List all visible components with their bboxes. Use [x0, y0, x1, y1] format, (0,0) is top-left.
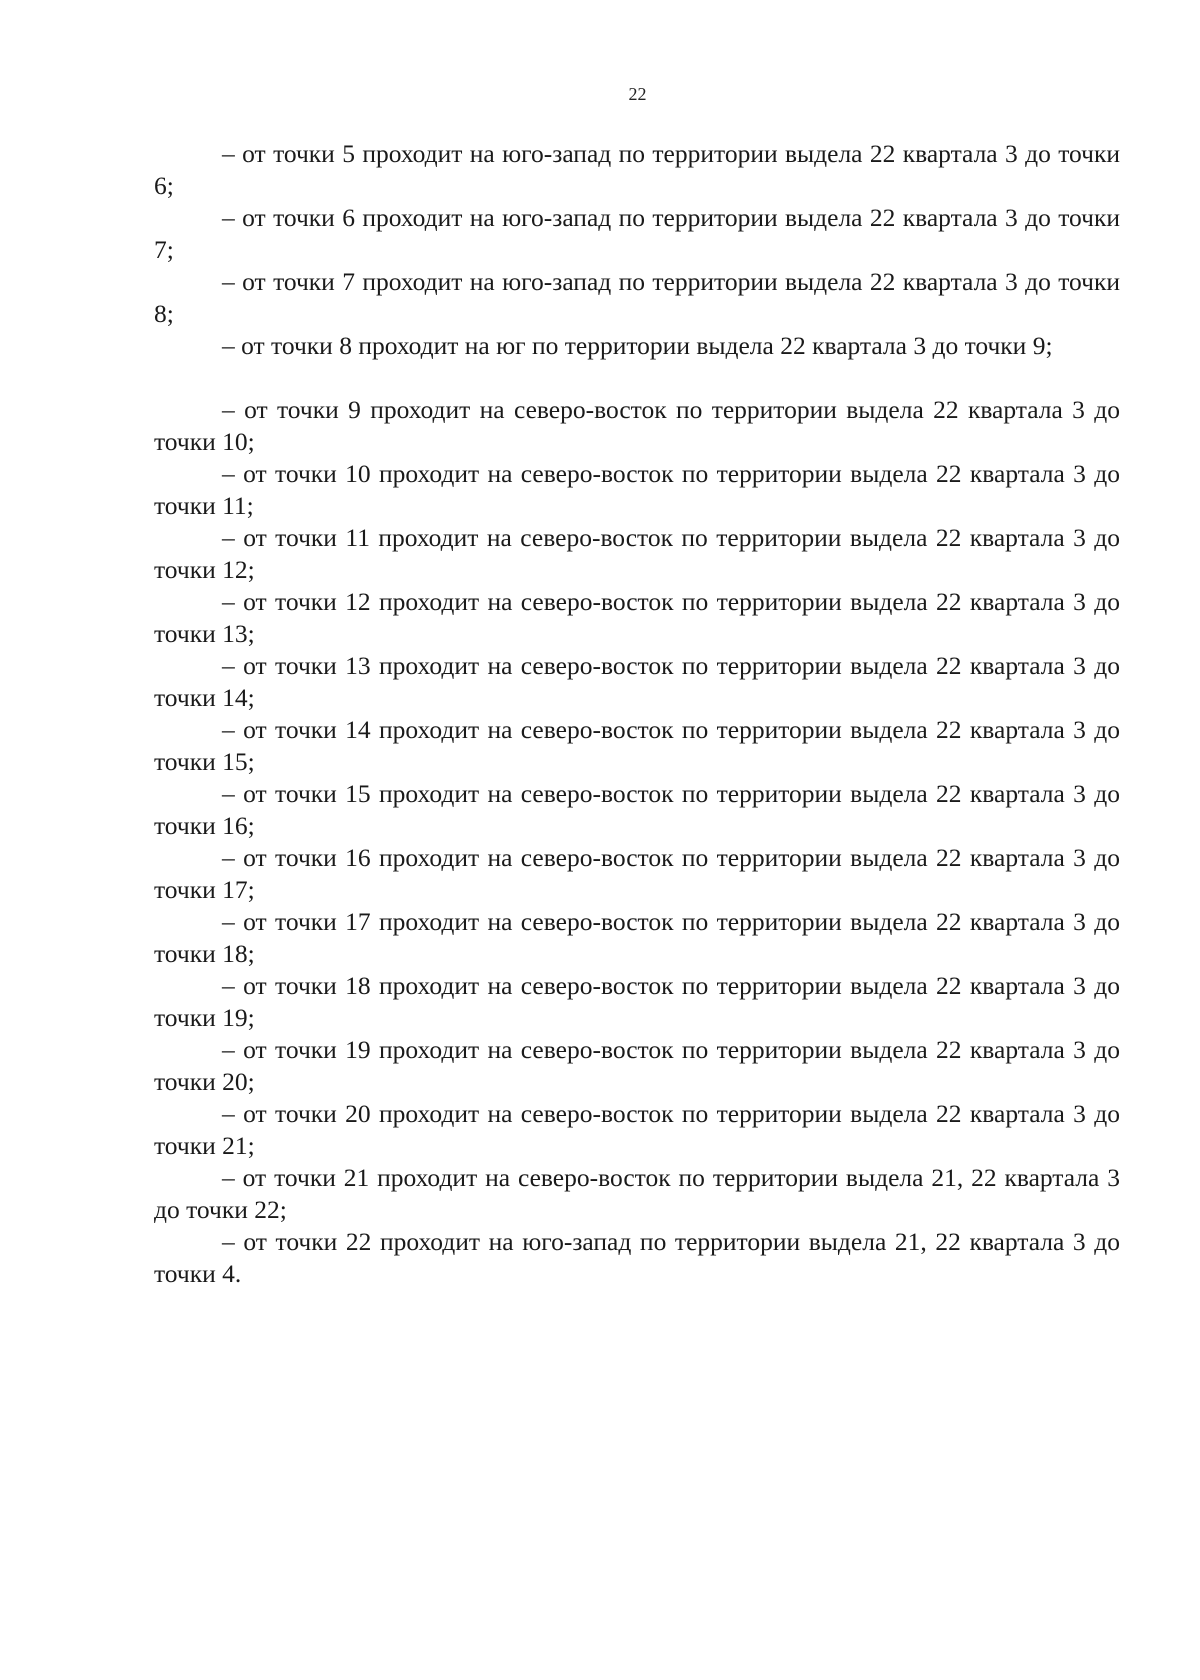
boundary-item: – от точки 8 проходит на юг по территории выдела 22 квартала 3 до точки 9;	[222, 331, 1053, 360]
boundary-item: – от точки 12 проходит на северо-восток по территории выдела 22 квартала 3 до точки 13;	[154, 587, 1120, 648]
boundary-item: – от точки 15 проходит на северо-восток по территории выдела 22 квартала 3 до точки 16;	[154, 779, 1120, 840]
boundary-item: – от точки 9 проходит на северо-восток по территории выдела 22 квартала 3 до точки 10;	[154, 395, 1120, 456]
boundary-item: – от точки 16 проходит на северо-восток по территории выдела 22 квартала 3 до точки 17;	[154, 843, 1120, 904]
boundary-item: – от точки 14 проходит на северо-восток по территории выдела 22 квартала 3 до точки 15;	[154, 715, 1120, 776]
boundary-description	[154, 138, 1120, 1290]
boundary-item: – от точки 11 проходит на северо-восток по территории выдела 22 квартала 3 до точки 12;	[154, 523, 1120, 584]
boundary-item: – от точки 7 проходит на юго-запад по территории выдела 22 квартала 3 до точки 8;	[154, 267, 1120, 328]
boundary-item: – от точки 10 проходит на северо-восток по территории выдела 22 квартала 3 до точки 11;	[154, 459, 1120, 520]
boundary-item: – от точки 17 проходит на северо-восток по территории выдела 22 квартала 3 до точки 18;	[154, 907, 1120, 968]
boundary-item: – от точки 6 проходит на юго-запад по территории выдела 22 квартала 3 до точки 7;	[154, 203, 1120, 264]
boundary-item: – от точки 21 проходит на северо-восток по территории выдела 21, 22 квартала 3 до точки 22;	[154, 1163, 1120, 1224]
boundary-item: – от точки 19 проходит на северо-восток по территории выдела 22 квартала 3 до точки 20;	[154, 1035, 1120, 1096]
boundary-item: – от точки 22 проходит на юго-запад по территории выдела 21, 22 квартала 3 до точки 4.	[154, 1227, 1120, 1288]
boundary-item: – от точки 18 проходит на северо-восток по территории выдела 22 квартала 3 до точки 19;	[154, 971, 1120, 1032]
boundary-item: – от точки 13 проходит на северо-восток по территории выдела 22 квартала 3 до точки 14;	[154, 651, 1120, 712]
boundary-item: – от точки 20 проходит на северо-восток по территории выдела 22 квартала 3 до точки 21;	[154, 1099, 1120, 1160]
boundary-item: – от точки 5 проходит на юго-запад по территории выдела 22 квартала 3 до точки 6;	[154, 139, 1120, 200]
page-number: 22	[628, 84, 647, 104]
